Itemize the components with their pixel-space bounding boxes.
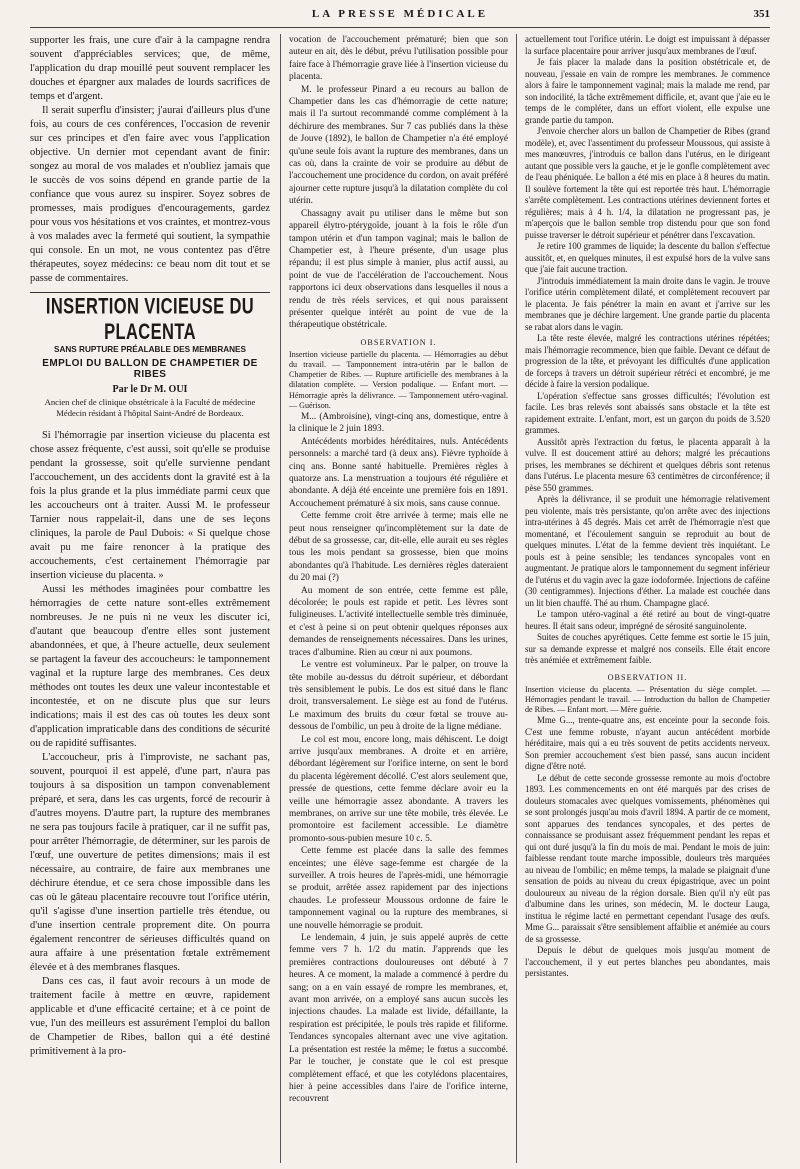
- observation-summary: Insertion vicieuse du placenta. — Présentation du siège complet. — Hémorragies pendant le travail. — Introduction du ballon de Champetier de Ribes. — Enfant mort. — Mère guérie.: [525, 684, 770, 714]
- article-subtitle-2: EMPLOI DU BALLON DE CHAMPETIER DE RIBES: [42, 358, 258, 380]
- paragraph: Mme G..., trente-quatre ans, est enceinte pour la seconde fois. C'est une femme robuste, n'ayant aucun antécédent morbide héréditaire, mais qui a eu très souvent de petits accidents nerveux. Son premier accouchement s'est bien passé, sans aucun incident digne d'être noté.: [525, 715, 770, 772]
- paragraph: Si l'hémorragie par insertion vicieuse du placenta est chose assez fréquente, c'est aussi, soit qu'elle se produise pendant la grossesse, soit qu'elle survienne pendant l'accouchement, un des accidents dont la gravité est à la fois la plus grande et la plus immédiate parmi ceux que les accoucheurs ont à traiter. Aussi M. le professeur Tarnier nous rappelait-il, dans une de ses leçons cliniques, la parole de Paul Dubois: « Si quelque chose avait pu me faire renoncer à la pratique des accouchements, c'est certainement l'hémorragie par insertion vicieuse du placenta. »: [30, 430, 270, 581]
- paragraph: vocation de l'accouchement prématuré; bien que son auteur en ait, dès le début, prévu l'utilisation possible pour faire face à l'hémorragie grave liée à l'insertion vicieuse du placenta.: [289, 35, 508, 83]
- observation-title: OBSERVATION I.: [360, 337, 437, 347]
- article-title: INSERTION VICIEUSE DU PLACENTA: [45, 294, 255, 345]
- page-number: 351: [753, 8, 770, 20]
- paragraph: L'accoucheur, pris à l'improviste, ne sachant pas, souvent, pourquoi il est appelé, d'une part, n'aura pas toujours à sa disposition un tampon convenablement préparé, et sera, dans les cas urgents, forcé de recourir à d'autres moyens. D'autre part, la rupture des membranes ne sera pas toujours facile à pratiquer, car il ne suffit pas, pour arrêter l'hémorragie, de déterminer, sur les parois de l'œuf, une ouverture de petites dimensions; mais il est nécessaire, au contraire, de faire aux membranes une déchirure étendue, et ce sera chose impossible dans les cas où le gâteau placentaire recouvre tout l'orifice utérin, qu'il s'agisse d'une insertion partielle très étendue, ou d'une insertion centrale proprement dite. On pourra également rencontrer de sérieuses difficultés quand on aura affaire à une présentation fœtale extrêmement élevée et à des membranes flasques.: [30, 752, 270, 973]
- paragraph: Je retire 100 grammes de liquide; la descente du ballon s'effectue aussitôt, et, en quelques minutes, il est expulsé hors de la vulve sans que j'aie fait aucune traction.: [525, 241, 770, 274]
- article-subtitle: SANS RUPTURE PRÉALABLE DES MEMBRANES: [54, 345, 246, 354]
- running-head: [30, 8, 770, 26]
- section-divider: [30, 292, 270, 293]
- paragraph: M. le professeur Pinard a eu recours au ballon de Champetier dans les cas d'hémorragie de cette nature; mais il l'a surtout recommandé comme complément à la déchirure des membranes. Sur 7 cas publiés dans la thèse de Jouve (1892), le ballon de Champetier n'a été employé qu'une seule fois avant la rupture des membranes, dans un cas où, dans la crainte de voir se produire au début de l'accouchement une procidence du cordon, on avait préféré ajourner cette rupture jusqu'à la dilatation complète du col utérin.: [289, 84, 509, 207]
- paragraph: Je fais placer la malade dans la position obstétricale et, de nouveau, j'essaie en vain de rompre les membranes. Je commence alors à faire le tamponnement vaginal; mais la malade me rend, par son indocilité, la tâche extrêmement difficile, et, avant que j'aie eu le temps de le compléter, dans un effort violent, elle expulse une grande partie du tampon.: [525, 57, 770, 125]
- author-affiliation: Ancien chef de clinique obstétricale à la Faculté de médecine Médecin résidant à l'hôpital Saint-André de Bordeaux.: [44, 397, 256, 418]
- paragraph: Le lendemain, 4 juin, je suis appelé auprès de cette femme vers 7 h. 1/2 du matin. J'apprends que les premières contractions douloureuses ont débuté à 7 heures. A ce moment, la malade a commencé à perdre du sang; on a en vain essayé de rompre les membranes, et, avant mon arrivée, on a employé sans aucun succès les injections chaudes. La malade est livide, défaillante, la respiration est précipitée, le pouls très rapide et filiforme. Tendances syncopales alternant avec une vive agitation. La présentation est restée la même; le fœtus a succombé. Par le toucher, je constate que le col est presque complètement effacé, et que les cotylédons placentaires, hier à peine accessibles dans l'aire de l'orifice interne, recouvrent: [289, 933, 508, 1105]
- paragraph: Aussi les méthodes imaginées pour combattre les hémorragies de cette nature sont-elles extrêmement nombreuses. Je ne puis ni ne veux les discuter ici, d'autant que beaucoup d'entre elles sont justement abandonnées, et que, à l'heure actuelle, deux seulement se partagent la faveur des accoucheurs: le tamponnement vaginal et la rupture large des membranes. Ces deux méthodes ont toutes les deux une valeur incontestable et incontestée, et on ne discute plus que sur leurs indications; mais il est des cas où toutes les deux sont d'application impraticable dans des conditions de sécurité ou de rapidité suffisantes.: [30, 584, 270, 749]
- paragraph: actuellement tout l'orifice utérin. Le doigt est impuissant à dépasser la surface placentaire pour arriver jusqu'aux membranes de l'œuf.: [525, 34, 770, 56]
- paragraph: Cette femme croit être arrivée à terme; mais elle ne peut nous renseigner qu'incomplètement sur la date de début de sa grossesse, car, dit-elle, elle aurait eu ses règles tous les mois pendant sa grossesse, bien que moins abondantes qu'à l'habitude. Les dernières règles dateraient du 20 mai (?): [289, 511, 508, 584]
- byline: Par le Dr M. OUI: [112, 384, 188, 395]
- paragraph: Aussitôt après l'extraction du fœtus, le placenta apparaît à la vulve. Il est doucement attiré au dehors; malgré les précautions prises, les membranes se déchirent et quelques débris sont retenus dans l'utérus. Le placenta mesure 63 centimètres de circonférence; il pèse 550 grammes.: [525, 436, 770, 493]
- paragraph: J'envoie chercher alors un ballon de Champetier de Ribes (grand modèle), et, avec l'assentiment du professeur Moussous, qui assiste à mes manœuvres, j'introduis ce ballon dans l'utérus, en le dirigeant autant que possible vers la gauche, et je le gonfle complètement avec de l'eau phéniquée. Le ballon a été mis en place à 8 heures du matin. Il soulève fortement la tête qui est reportée très haut. L'hémorragie s'arrête complètement. Les contractions utérines deviennent fortes et régulières; mais à 4 h. 1/4, la dilatation ne progressant pas, je m'aperçois que le ballon semble trop distendu pour que son fond puisse traverser le détroit supérieur et pénétrer dans l'excavation.: [525, 126, 770, 240]
- paragraph: La tête reste élevée, malgré les contractions utérines répétées; mais l'hémorragie recommence, bien que faible. Devant ce défaut de progression de la tête, et prévoyant les difficultés d'une application de forceps à travers un détroit supérieur rétréci et encombré, je me décide à faire la version podalique.: [525, 333, 770, 389]
- paragraph: Cette femme est placée dans la salle des femmes enceintes; une élève sage-femme est chargée de la surveiller. A trois heures de l'après-midi, une hémorragie se produit, arrêtée assez rapidement par des injections chaudes. Le professeur Moussous ordonne de faire le tamponnement vaginal ou la rupture des membranes, si une nouvelle hémorragie se produit.: [289, 846, 508, 931]
- column-2: [280, 34, 516, 1163]
- paragraph: Chassagny avait pu utiliser dans le même but son appareil élytro-ptérygoïde, jouant à la fois le rôle d'un tampon utérin et d'un tampon vaginal; mais le ballon de Champetier est, à l'heure présente, d'un usage plus répandu; il est plus simple à manier, plus actif aussi, au point de vue de l'accélération de l'accouchement. Nous rapportons ici deux observations dans lesquelles il nous a rendu de très réels services, et qui nous paraissent présenter quelque intérêt au point de vue de la thérapeutique obstétricale.: [289, 208, 508, 331]
- paragraph: J'introduis immédiatement la main droite dans le vagin. Je trouve l'orifice utérin complètement dilaté, et complètement recouvert par le placenta. Je fais pénétrer la main en avant et j'arrive sur les membranes que je déchire largement. Une grande partie du placenta se rabat alors dans le vagin.: [525, 275, 770, 332]
- paragraph: Au moment de son entrée, cette femme est pâle, décolorée; le pouls est rapide et petit. Les lèvres sont fuligineuses. L'activité intellectuelle semble très diminuée, et c'est à peine si on peut obtenir quelques réponses aux demandes de renseignements nécessaires. Dans les urines, traces d'albumine. Rien au cœur ni aux poumons.: [289, 585, 508, 658]
- paragraph: Après la délivrance, il se produit une hémorragie relativement peu violente, mais très persistante, qu'on arrête avec des injections intra-utérines à 45 degrés. Mais cet arrêt de l'hémorragie n'est que momentané, et l'écoulement sanguin se reproduit au bout de quelques minutes. L'état de la femme devient très inquiétant. Le pouls est à peine sensible; les tendances syncopales vont en augmentant. Je pratique alors le tamponnement du segment inférieur de l'utérus et du vagin avec la gaze iodoformée. Injections de caféine (30 centigrammes). Injections d'éther. La malade est couchée dans un lit bien chauffé. Thé au rhum. Champagne glacé.: [525, 494, 770, 608]
- header-rule: [30, 27, 770, 28]
- paragraph: supporter les frais, une cure d'air à la campagne rendra souvent d'appréciables services; que, de même, l'application du drap mouillé peut souvent remplacer les douches et épargner aux malades de lourds sacrifices de temps et d'argent.: [30, 35, 270, 102]
- journal-title: LA PRESSE MÉDICALE: [311, 8, 489, 20]
- paragraph: Il serait superflu d'insister; j'aurai d'ailleurs plus d'une fois, au cours de ces conférences, l'occasion de revenir sur ces principes et d'en faire avec vous l'application objective. Un dernier mot cependant avant de finir: songez au moral de vos malades et n'oubliez jamais que le succès de vos soins dépend en grande partie de la confiance que vous aurez su inspirer. Soyez sobres de promesses, mais prodigues d'encouragements, gardez pour vous vos hésitations et vos craintes, et montrez-vous à vos malades avec la fermeté qui soutient, la sympathie qui console. En un mot, ne vous contentez pas d'être thérapeutes, soyez médecins: ce beau nom dit tout et se passe de commentaires.: [30, 105, 270, 284]
- paragraph: L'opération s'effectue sans grosses difficultés; l'évolution est facile. Les bras relevés sont abaissés sans obstacle et la tête est rapidement extraite. L'enfant, mort, est un garçon du poids de 3.520 grammes.: [525, 390, 770, 435]
- observation-summary: Insertion vicieuse partielle du placenta. — Hémorragies au début du travail. — Tamponnement intra-utérin par le ballon de Champetier de Ribes. — Rupture artificielle des membranes à la dilatation complète. — Version podalique. — Enfant mort. — Hémorragie après la délivrance. — Tamponnement utéro-vaginal. — Guérison.: [289, 349, 508, 410]
- column-1: [30, 34, 280, 1163]
- paragraph: Le ventre est volumineux. Par le palper, on trouve la tête mobile au-dessus du détroit supérieur, et débordant très sensiblement le pubis. Le dos est situé dans le flanc droit, transversalement. Le siège est au fond de l'utérus. Le maximum des bruits du cœur fœtal se trouve au-dessous de l'ombilic, un peu à droite de la ligne médiane.: [289, 660, 508, 733]
- columns: [30, 34, 770, 1163]
- paragraph: Le tampon utéro-vaginal a été retiré au bout de vingt-quatre heures. Il était sans odeur, imprégné de sérosité sanguinolente.: [525, 609, 770, 631]
- paragraph: Antécédents morbides héréditaires, nuls. Antécédents personnels: a marché tard (à deux ans). Fièvre typhoïde à cinq ans. Bonne santé habituelle. Premières règles à quatorze ans. La menstruation a toujours été régulière et abondante. A déjà été enceinte une première fois en 1891. Accouchement prématuré à six mois, sans cause connue.: [289, 436, 508, 509]
- paragraph: Suites de couches apyrétiques. Cette femme est sortie le 15 juin, sur sa demande expresse et malgré nos conseils. Elle était encore très anémiée et extrêmement faible.: [525, 632, 770, 665]
- observation-title: OBSERVATION II.: [607, 672, 688, 682]
- paragraph: Le début de cette seconde grossesse remonte au mois d'octobre 1893. Les commencements en ont été marqués par des crises de douleurs stomacales avec quelques vomissements, phénomènes qui se sont prolongés jusqu'au mois d'avril 1894. A partir de ce moment, sont apparues des tendances syncopales, et des pertes de connaissance se produisant assez fréquemment pendant les repas et qui ont duré jusqu'à la fin du mois de mai. Pendant le mois de juin: faiblesse rendant toute marche impossible, douleurs très marquées au niveau de l'ombilic; en même temps, la malade se plaignait d'une sensation de poids au niveau du creux épigastrique, avec un point douloureux au niveau de la région dorsale. Bien qu'il n'y eût pas d'albumine dans les urines, son médecin, M. le docteur Lauga, institua le régime lacté en permettant cependant l'usage des œufs. Mme G... paraissait s'être sensiblement affaiblie et anémiée au cours de sa grossesse.: [525, 772, 770, 944]
- paragraph: Depuis le début de quelques mois jusqu'au moment de l'accouchement, il y eut pertes blanches peu abondantes, mais persistantes.: [525, 945, 770, 979]
- paragraph: Dans ces cas, il faut avoir recours à un mode de traitement facile à mettre en œuvre, rapidement applicable et d'une efficacité certaine; et à ce point de vue, l'un des meilleurs est assurément l'emploi du ballon de Champetier de Ribes, ballon qui a été destiné primitivement à la pro-: [30, 976, 270, 1057]
- paragraph: Le col est mou, encore long, mais déhiscent. Le doigt arrive jusqu'aux membranes. A droite et en arrière, débordant légèrement sur l'orifice interne, on sent le bord du placenta légèrement décollé. C'est alors seulement que, pressée de questions, cette femme déclare avoir eu la veille une hémorragie assez abondante. A travers les membranes, on arrive sur une tête mobile, très élevée. Le promontoire est facilement accessible. Le diamètre promonto-sous-pubien mesure 10 c. 5.: [289, 734, 508, 844]
- column-3: [516, 34, 770, 1163]
- paragraph: M... (Ambroisine), vingt-cinq ans, domestique, entre à la clinique le 2 juin 1893.: [289, 411, 508, 435]
